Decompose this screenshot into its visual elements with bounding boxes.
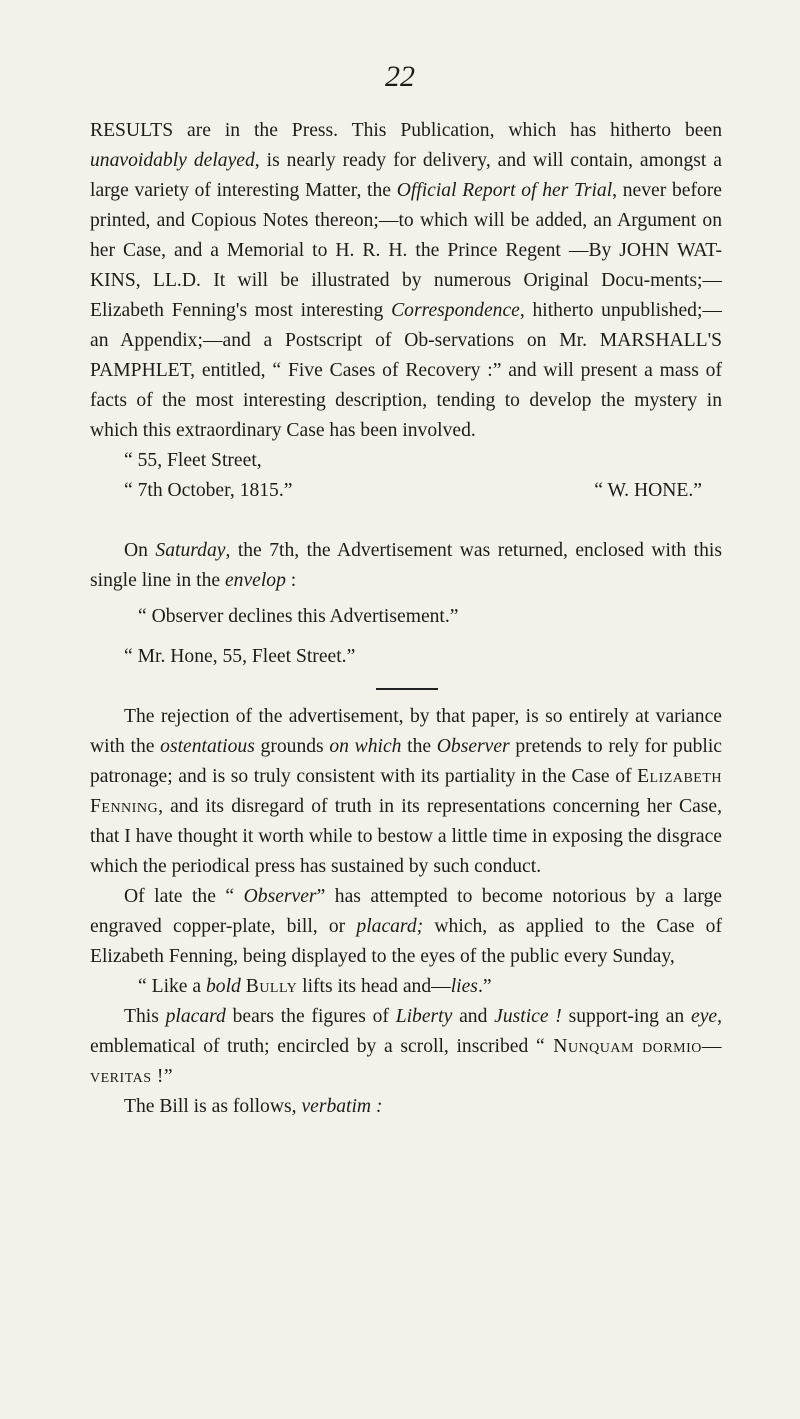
signature-line <box>90 476 722 506</box>
address-quote: “ Mr. Hone, 55, Fleet Street.” <box>124 646 356 667</box>
saturday-paragraph: On Saturday, the 7th, the Advertisement was returned, enclosed with this single line in the envelop : <box>90 540 722 591</box>
section-divider-area <box>90 672 722 702</box>
placard-paragraph: Of late the “ Observer” has attempted to become notorious by a large engraved copper-plate, bill, or placard; which, as applied to the Case of Elizabeth Fenning, being displayed to the eyes of the public every Sunday, <box>90 886 722 967</box>
page-number: 22 <box>385 60 415 93</box>
rejection-paragraph: The rejection of the advertisement, by that paper, is so entirely at variance with the ostentatious grounds on which the Observer pretends to rely for public patronage; and is so truly consistent with its partiality in the Case of Elizabeth Fenning, and its disregard of truth in its representations concerning her Case, that I have thought it worth while to bestow a little time in exposing the disgrace which the periodical press has sustained by such conduct. <box>90 706 723 877</box>
page-body <box>90 116 722 1122</box>
bill-intro: The Bill is as follows, verbatim : <box>124 1096 383 1117</box>
signature-date: “ 7th October, 1815.” <box>124 480 293 501</box>
section-divider <box>376 688 438 690</box>
results-paragraph: RESULTS are in the Press. This Publication, which has hitherto been unavoidably delayed, is nearly ready for delivery, and will contain, amongst a large variety of interesting Matter, the Official Report of her Trial, never before printed, and Copious Notes thereon;—to which will be added, an Argument on her Case, and a Memorial to H. R. H. the Prince Regent —By JOHN WAT-KINS, LL.D. It will be illustrated by numerous Original Docu-ments;— Elizabeth Fenning's most interesting Correspondence, hitherto unpublished;—an Appendix;—and a Postscript of Ob-servations on Mr. MARSHALL'S PAMPHLET, entitled, “ Five Cases of Recovery :” and will present a mass of facts of the most interesting description, tending to develop the mystery in which this extraordinary Case has been involved. <box>90 120 722 441</box>
figures-paragraph: This placard bears the figures of Liberty and Justice ! support-ing an eye, emblematical of truth; encircled by a scroll, inscribed “ Nunquam dormio—veritas !” <box>90 1006 722 1087</box>
signature-signer: “ W. HONE.” <box>594 480 702 501</box>
bully-quote: “ Like a bold Bully lifts its head and—lies.” <box>138 976 492 997</box>
observer-quote: “ Observer declines this Advertisement.” <box>138 606 459 627</box>
signature-address: “ 55, Fleet Street, <box>124 450 262 471</box>
